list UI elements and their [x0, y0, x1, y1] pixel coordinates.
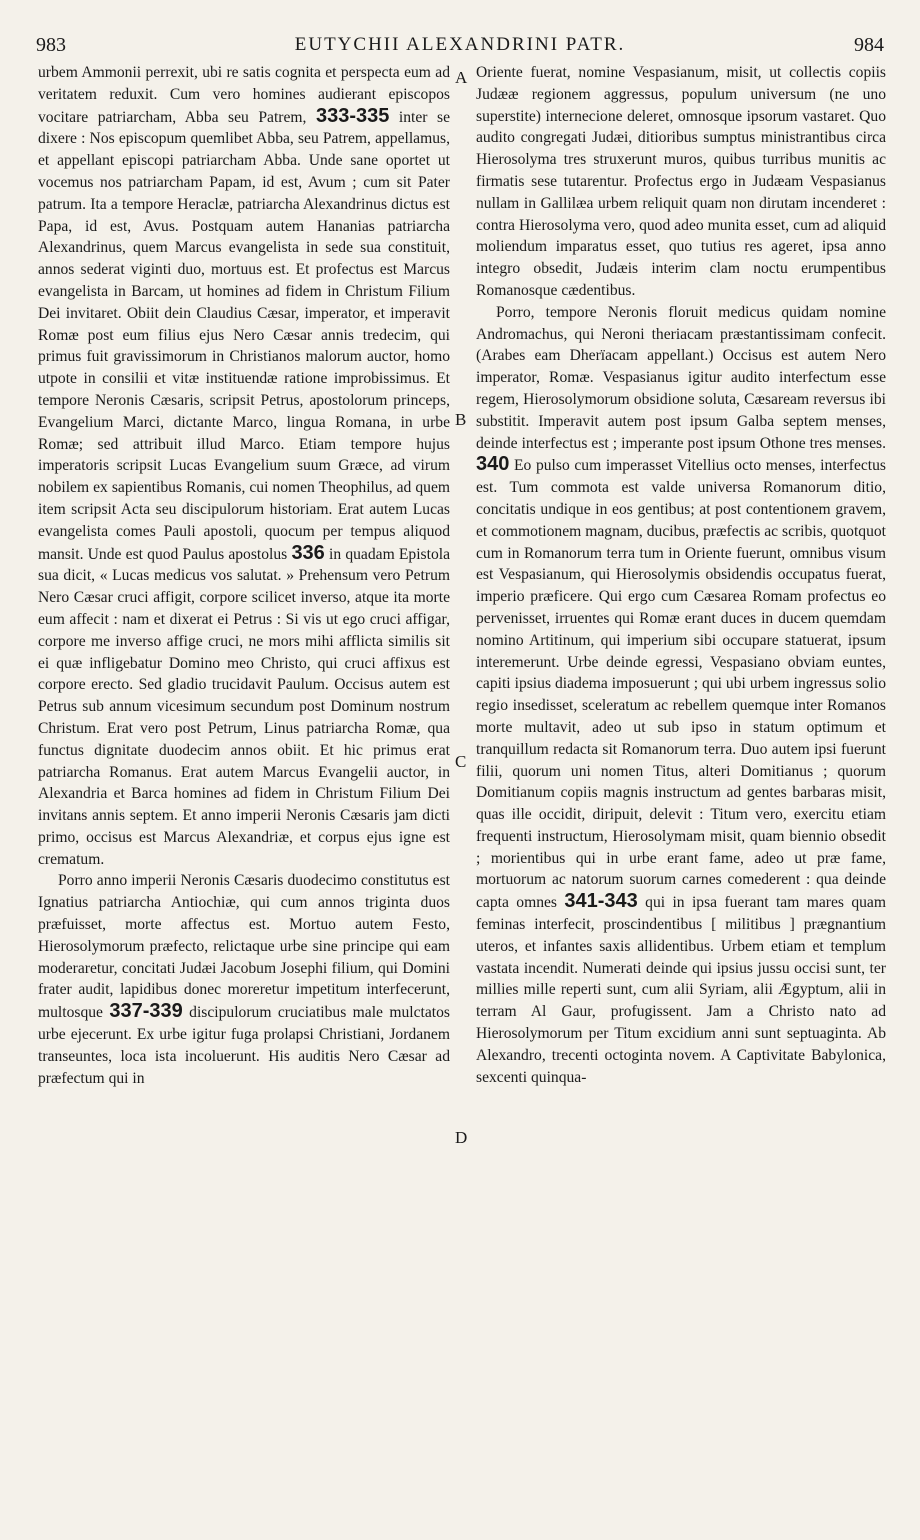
page-number-left: 983 — [36, 34, 66, 56]
text-run: inter se dixere : Nos episcopum quemlibet Abba, seu Patrem, appellamus, et appellant episcopi patriarcham Abba. Unde sane oportet ut vocemus nos patriarcham Papam, id est, Avum ; cum sit Pater patrum. Ita a tempore Heraclæ, patriarcha Alexandrinus dictus est Papa, id est, Avus. Postquam autem Hananias patriarcha Alexandrinus, quem Marcus evangelista in sede sua constituit, annos sederat viginti duo, mortuus est. Et profectus est Marcus evangelista in Barcam, ut homines ad fidem in Christum Filium Dei invitaret. Obiit dein Claudius Cæsar, imperator, et imperavit Romæ post eum filius ejus Nero Cæsar annis tredecim, qui primus fuit gravissimorum in Christianos malorum auctor, homo utpote in consilii et vitæ instituendæ ratione improbissimus. Et tempore Neronis Cæsaris, scripsit Petrus, apostolorum princeps, Evangelium Marci, dictante Marco, lingua Romana, in urbe Romæ; sed attribuit illud Marco. Etiam tempore hujus imperatoris scripsit Lucas Evangelium suum Græce, ad virum nobilem ex sapientibus Romanis, cui nomen Theophilus, ad quem item scripsit Acta seu discipulorum historiam. Erat autem Lucas evangelista comes Pauli apostoli, quocum per tempus aliquod mansit. Unde est quod Paulus apostolus — [38, 108, 450, 563]
paragraph — [476, 302, 886, 1089]
margin-marker-c: C — [455, 752, 467, 771]
margin-marker-d: D — [455, 1128, 468, 1147]
column-reference-number: 337-339 — [109, 1000, 183, 1023]
paragraph — [476, 62, 886, 302]
running-header — [36, 34, 884, 58]
running-title: EUTYCHII ALEXANDRINI PATR. — [294, 34, 626, 55]
right-column — [476, 62, 886, 1088]
text-run: Oriente fuerat, nomine Vespasianum, misit, ut collectis copiis Judææ regionem aggressus, populum universum (ne uno superstite) internecione deleret, omnosque ipsorum vastaret. Quo audito congregati Judæi, ditioribus sumptus ministrantibus circa Hierosolyma tres struxerunt muros, quibus turribus munitis ac firmatis sese tutarentur. Profectus ergo in Judæam Vespasianus nullam in Gallilæa urbem reliquit quam non dirutam incenderet : contra Hierosolyma vero, quod adeo munita esset, cum ad aliquid moliendum imparatus esset, quo tutius res ageret, ipsa anno integro obsedit, Judæis interim clam noctu erumpentibus Romanosque cædentibus. — [476, 64, 886, 299]
paragraph — [38, 870, 450, 1089]
column-reference-number: 336 — [291, 541, 325, 564]
text-run: Porro, tempore Neronis floruit medicus quidam nomine Andromachus, qui Neroni theriacam præstantissimam confecit. (Arabes eam Dherïacam appellant.) Occisus est autem Nero imperator, Romæ. Vespasianus igitur audito interfectum esse regem, Hierosolymorum obsidione soluta, Cæsaream reversus ibi substitit. Imperavit autem post ipsum Galba septem menses, deinde interfectus est ; imperante post ipsum Othone tres menses. — [476, 303, 886, 452]
text-run: urbem Ammonii perrexit, ubi re satis cognita et perspecta eum ad veritatem reduxit. Cum vero homines audierant episcopos vocitare patriarcham, Abba seu Patrem, — [38, 64, 450, 126]
left-column — [38, 62, 450, 1089]
column-reference-number: 341-343 — [564, 890, 638, 913]
paragraph — [38, 62, 450, 870]
text-run: discipulorum cruciatibus male mulctatos urbe ejecerunt. Ex urbe igitur fuga prolapsi Christiani, Jordanem transeuntes, loca ista incoluerunt. His auditis Nero Cæsar ad præfectum qui in — [38, 1004, 450, 1087]
column-reference-number: 333-335 — [315, 104, 390, 127]
margin-marker-a: A — [455, 68, 468, 87]
page-number-right: 984 — [854, 34, 884, 56]
text-run: Eo pulso cum imperasset Vitellius octo menses, interfectus est. Tum commota est valde universa Romanorum ditio, concitatis undique in eos gentibus; at post contentionem gravem, et commotionem magnam, ducibus, præfectis ac scribis, quotquot cum in Romanorum terra tum in Oriente fuerunt, omnibus visum est Vespasianum, qui Hierosolymis obsidendis occupatus fuerat, imperio præficere. Qui ergo cum Cæsarea Romam profectus eo pervenisset, irruentes qui Romæ erant duces in ducem quemdam nomino Artitinum, qui imperium sibi occupare statuerat, ipsum interemerunt. Urbe deinde egressi, Vespasiano obviam euntes, capiti ipsius diadema imposuerunt ; qui ubi urbem ingressus solio regio insedisset, sceleratum ac rebellem quemque inter Romanos morte multavit, adeo ut sub ipso in statum optimum et tranquillum redacta sit Romanorum terra. Duo autem ipsi fuerunt filii, quorum uni nomen Titus, alteri Domitianus ; quorum Domitianum copiis magnis instructum ad gentes barbaras misit, quas ille occidit, diripuit, delevit : Titum vero, exercitu etiam frequenti instructum, Hierosolymam misit, quam biennio obsedit ; morientibus qui in urbe erant fame, adeo ut præ fame, mortuorum ac natorum suorum carnes comederent : qua deinde capta omnes — [476, 457, 886, 912]
margin-marker-b: B — [455, 410, 467, 429]
column-reference-number: 340 — [476, 453, 510, 476]
text-run: Porro anno imperii Neronis Cæsaris duodecimo constitutus est Ignatius patriarcha Antiochiæ, qui cum annos triginta duos præfuisset, morte affectus est. Mortuo autem Festo, Hierosolymorum præfecto, relictaque urbe sine principe qui eam moderaretur, concitati Judæi Jacobum Josephi filium, qui Domini frater audit, lapidibus donec moreretur impetitum interfecerunt, multosque — [38, 872, 450, 1022]
text-run: qui in ipsa fuerant tam mares quam feminas interfecit, proscindentibus [ militibus ] prægnantium uteros, et infantes saxis allidentibus. Urbem etiam et templum vastata incendit. Numerati deinde qui ipsius jussu occisi sunt, ter millies mille reperti sunt, cum alii Syriam, alii Ægyptum, alii in terram Al Gaur, profugissent. Jam a Christo nato ad Hierosolymorum per Titum excidium anni sunt septuaginta. Ab Alexandro, trecenti octoginta novem. A Captivitate Babylonica, sexcenti quinqua- — [476, 894, 886, 1086]
text-run: in quadam Epistola sua dicit, « Lucas medicus vos salutat. » Prehensum vero Petrum Nero Cæsar cruci affigit, corpore scilicet inverso, atque ita morte eum affecit : nam et dixerat ei Petrus : Si vis ut ego cruci affigar, corpore me inverso affige cruci, ne mors mihi afflicta similis sit ei quæ infligebatur Domino meo Christo, qui cruci affixus est corpore erecto. Sed gladio trucidavit Paulum. Occisus autem est Petrus sub annum vicesimum secundum post Dominum nostrum Christum. Erat vero post Petrum, Linus patriarcha Romæ, qua functus dignitate duodecim annos obiit. Et hic primus erat patriarcha Romanus. Erat autem Marcus Evangelii auctor, in Alexandria et Barca homines ad fidem in Christum Filium Dei invitans annis septem. Et anno imperii Neronis Cæsaris jam dicti primo, occisus est Marcus Alexandriæ, et corpus ejus igne est crematum. — [38, 545, 450, 868]
